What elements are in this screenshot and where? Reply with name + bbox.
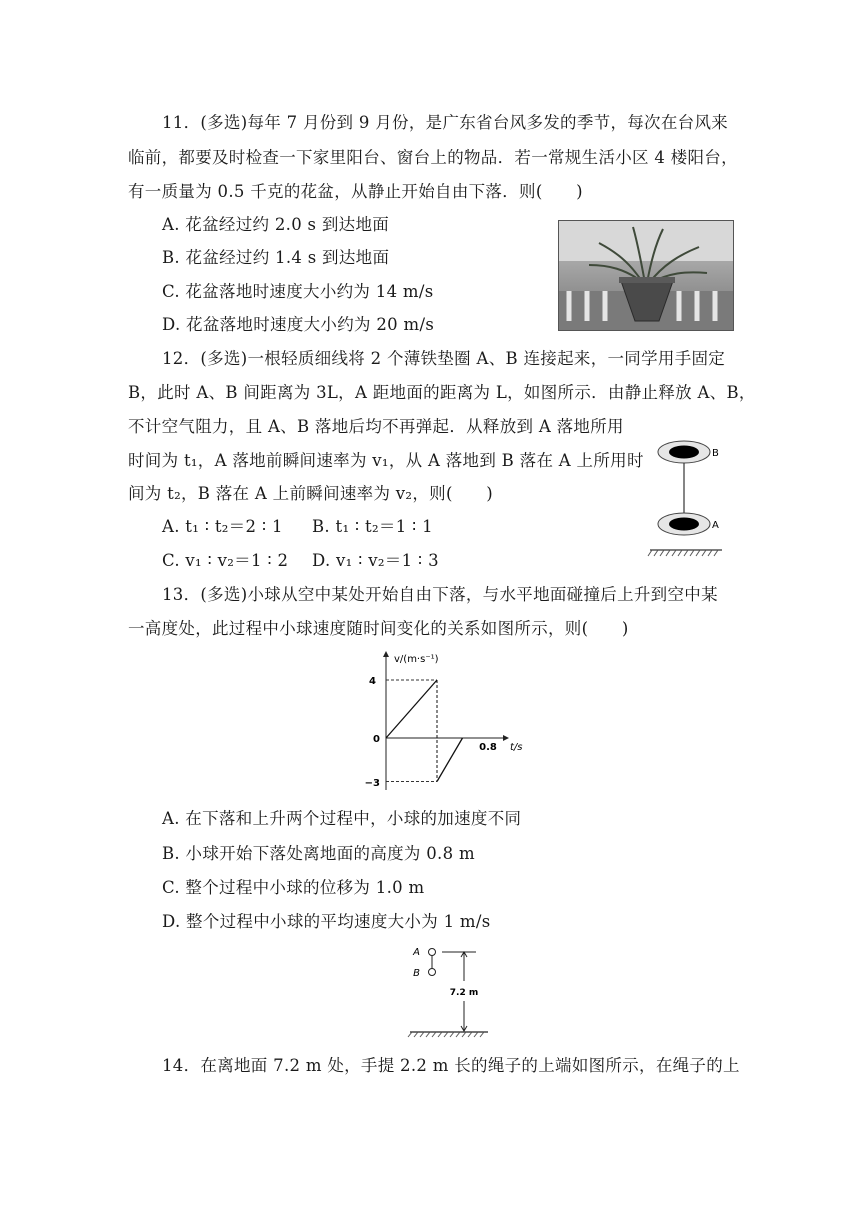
q11-option-c: C. 花盆落地时速度大小约为 14 m/s: [162, 282, 434, 301]
height-label: 7.2 m: [449, 988, 479, 998]
q11-line-3: 有一质量为 0.5 千克的花盆，从静止开始自由下落．则( ): [128, 182, 583, 201]
q13-line-1: 13．(多选)小球从空中某处开始自由下落，与水平地面碰撞后上升到空中某: [162, 585, 718, 604]
ball-a: [429, 949, 436, 956]
ball-b: [429, 969, 436, 976]
y-axis-label: v/(m·s⁻¹): [394, 654, 439, 665]
rope-label-a: A: [413, 947, 420, 958]
y-tick-0: 0: [373, 734, 380, 745]
q12-option-b: B. t₁ ∶ t₂＝1 ∶ 1: [312, 517, 433, 536]
q14-line-1: 14．在离地面 7.2 m 处，手提 2.2 m 长的绳子的上端如图所示，在绳子的上: [162, 1056, 740, 1075]
washers-figure: [640, 432, 750, 562]
q13-line-2: 一高度处，此过程中小球速度随时间变化的关系如图所示，则( ): [128, 619, 629, 638]
q11-option-a: A. 花盆经过约 2.0 s 到达地面: [162, 215, 390, 234]
chart-series-line-2: [437, 738, 463, 782]
flowerpot-illustration: [559, 221, 733, 330]
rope-label-b: B: [413, 968, 420, 979]
x-tick-0-8: 0.8: [479, 742, 497, 753]
washer-b-label: B: [712, 448, 719, 459]
q11-option-d: D. 花盆落地时速度大小约为 20 m/s: [162, 315, 435, 334]
y-tick-neg3: −3: [364, 778, 380, 789]
velocity-time-chart: [340, 648, 540, 796]
washer-a-label: A: [712, 520, 719, 531]
q11-line-2: 临前，都要及时检查一下家里阳台、窗台上的物品．若一常规生活小区 4 楼阳台，: [128, 148, 738, 167]
chart-series-line-0: [386, 680, 437, 738]
q11-line-1: 11．(多选)每年 7 月份到 9 月份，是广东省台风多发的季节，每次在台风来: [162, 113, 729, 132]
rope-figure: [404, 944, 504, 1039]
q13-option-b: B. 小球开始下落处离地面的高度为 0.8 m: [162, 844, 475, 863]
q12-line-5: 间为 t₂，B 落在 A 上前瞬间速率为 v₂，则( ): [128, 484, 494, 503]
flowerpot-photo: [558, 220, 734, 331]
q12-option-c: C. v₁ ∶ v₂＝1 ∶ 2: [162, 551, 289, 570]
q12-line-3: 不计空气阻力，且 A、B 落地后均不再弹起．从释放到 A 落地所用: [128, 417, 624, 436]
q13-option-a: A. 在下落和上升两个过程中，小球的加速度不同: [162, 809, 522, 828]
q12-line-2: B，此时 A、B 间距离为 3L，A 距地面的距离为 L，如图所示．由静止释放 A、B，: [128, 383, 756, 402]
q12-line-1: 12．(多选)一根轻质细线将 2 个薄铁垫圈 A、B 连接起来，一同学用手固定: [162, 349, 726, 368]
q12-option-a: A. t₁ ∶ t₂＝2 ∶ 1: [162, 517, 283, 536]
q12-option-d: D. v₁ ∶ v₂＝1 ∶ 3: [312, 551, 439, 570]
q13-option-c: C. 整个过程中小球的位移为 1.0 m: [162, 878, 425, 897]
q13-option-d: D. 整个过程中小球的平均速度大小为 1 m/s: [162, 912, 491, 931]
chart-series-group: [386, 680, 463, 782]
q12-line-4: 时间为 t₁，A 落地前瞬间速率为 v₁，从 A 落地到 B 落在 A 上所用时: [128, 451, 644, 470]
q11-option-b: B. 花盆经过约 1.4 s 到达地面: [162, 248, 390, 267]
y-tick-4: 4: [369, 676, 376, 687]
x-axis-label: t/s: [510, 742, 523, 753]
